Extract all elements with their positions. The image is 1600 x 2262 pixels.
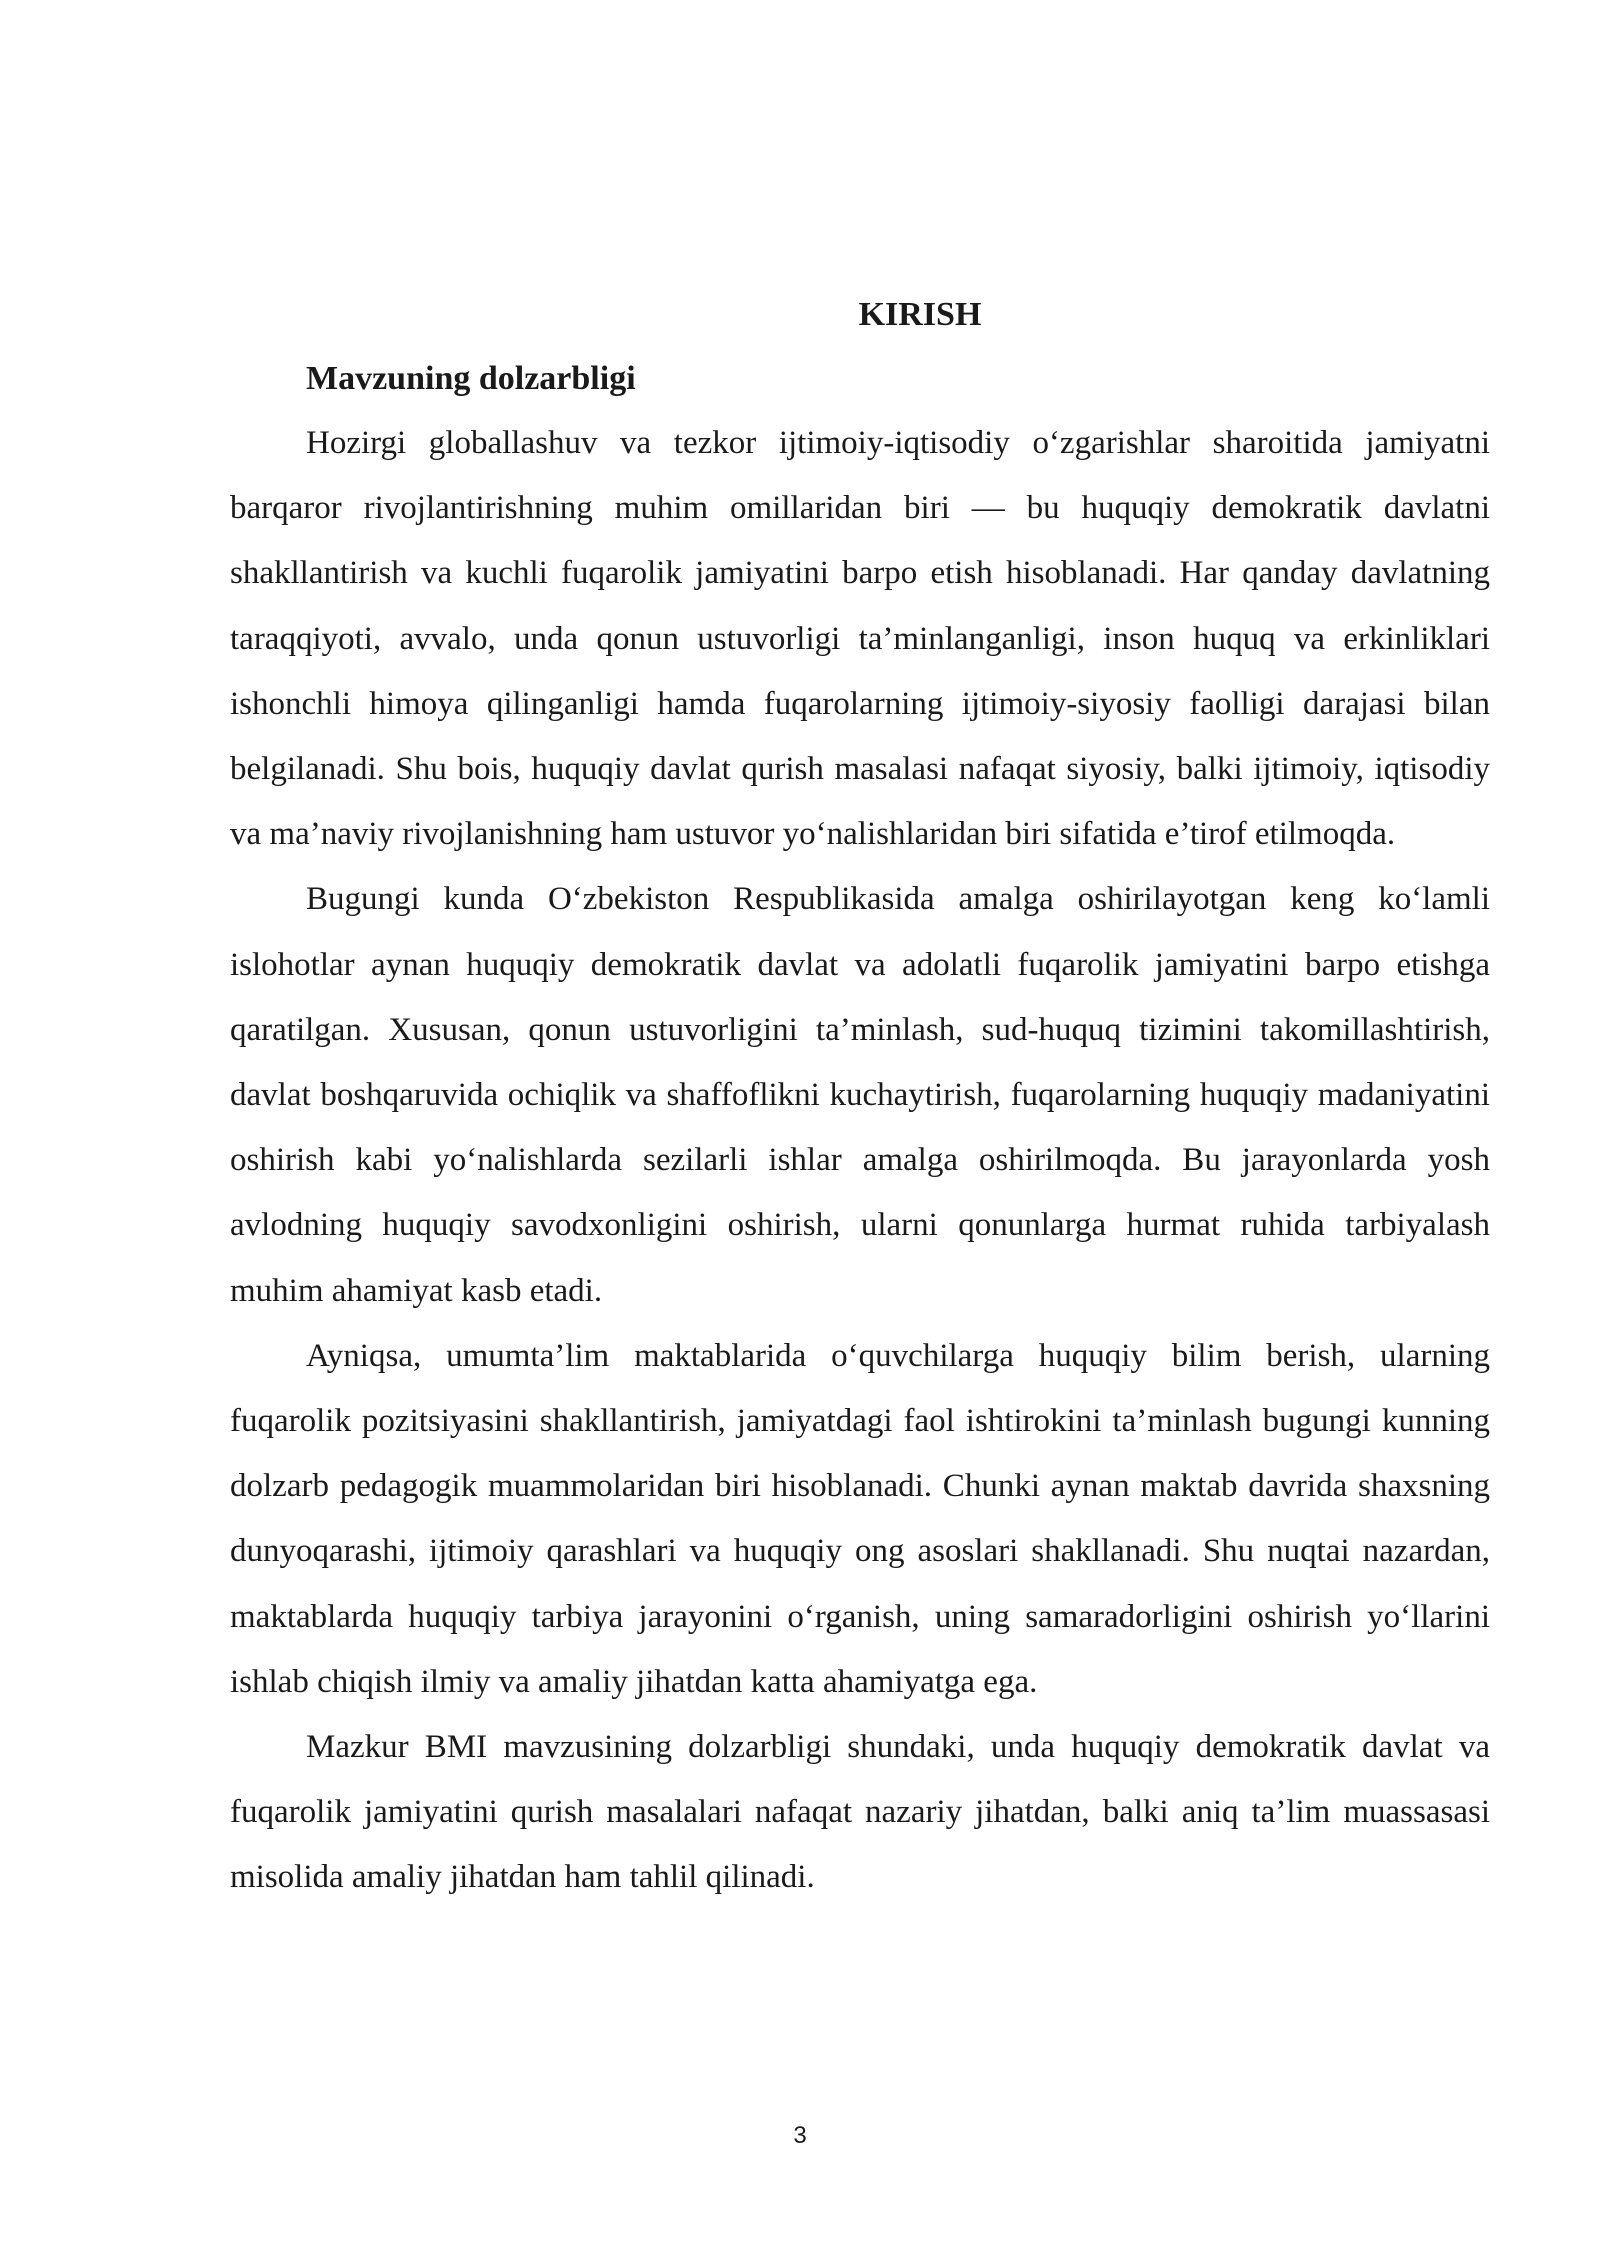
page-content [230, 283, 1490, 1911]
paragraph-3: Ayniqsa, umumta’lim maktablarida o‘quvchilarga huquqiy bilim berish, ularning fuqarolik pozitsiyasini shakllantirish, jamiyatdagi faol ishtirokini ta’minlash bugungi kunning dolzarb pedagogik muammolaridan biri hisoblanadi. Chunki aynan maktab davrida shaxsning dunyoqarashi, ijtimoiy qarashlari va huquqiy ong asoslari shakllanadi. Shu nuqtai nazardan, maktablarda huquqiy tarbiya jarayonini o‘rganish, uning samaradorligini oshirish yo‘llarini ishlab chiqish ilmiy va amaliy jihatdan katta ahamiyatga ega. [230, 1337, 1490, 1700]
section-subheading: Mavzuning dolzarbligi [306, 360, 636, 397]
paragraph-1: Hozirgi globallashuv va tezkor ijtimoiy-iqtisodiy o‘zgarishlar sharoitida jamiyatni barqaror rivojlantirishning muhim omillaridan biri — bu huquqiy demokratik davlatni shakllantirish va kuchli fuqarolik jamiyatini barpo etish hisoblanadi. Har qanday davlatning taraqqiyoti, avvalo, unda qonun ustuvorligi ta’minlanganligi, inson huquq va erkinliklari ishonchli himoya qilinganligi hamda fuqarolarning ijtimoiy-siyosiy faolligi darajasi bilan belgilanadi. Shu bois, huquqiy davlat qurish masalasi nafaqat siyosiy, balki ijtimoiy, iqtisodiy va ma’naviy rivojlanishning ham ustuvor yo‘nalishlaridan biri sifatida e’tirof etilmoqda. [230, 425, 1490, 853]
paragraph-4: Mazkur BMI mavzusining dolzarbligi shundaki, unda huquqiy demokratik davlat va fuqarolik jamiyatini qurish masalalari nafaqat nazariy jihatdan, balki aniq ta’lim muassasasi misolida amaliy jihatdan ham tahlil qilinadi. [230, 1729, 1490, 1896]
page-number: 3 [793, 2122, 807, 2149]
section-heading: KIRISH [858, 296, 982, 333]
paragraph-2: Bugungi kunda O‘zbekiston Respublikasida amalga oshirilayotgan keng ko‘lamli islohotlar aynan huquqiy demokratik davlat va adolatli fuqarolik jamiyatini barpo etishga qaratilgan. Xususan, qonun ustuvorligini ta’minlash, sud-huquq tizimini takomillashtirish, davlat boshqaruvida ochiqlik va shaffoflikni kuchaytirish, fuqarolarning huquqiy madaniyatini oshirish kabi yo‘nalishlarda sezilarli ishlar amalga oshirilmoqda. Bu jarayonlarda yosh avlodning huquqiy savodxonligini oshirish, ularni qonunlarga hurmat ruhida tarbiyalash muhim ahamiyat kasb etadi. [230, 881, 1490, 1309]
